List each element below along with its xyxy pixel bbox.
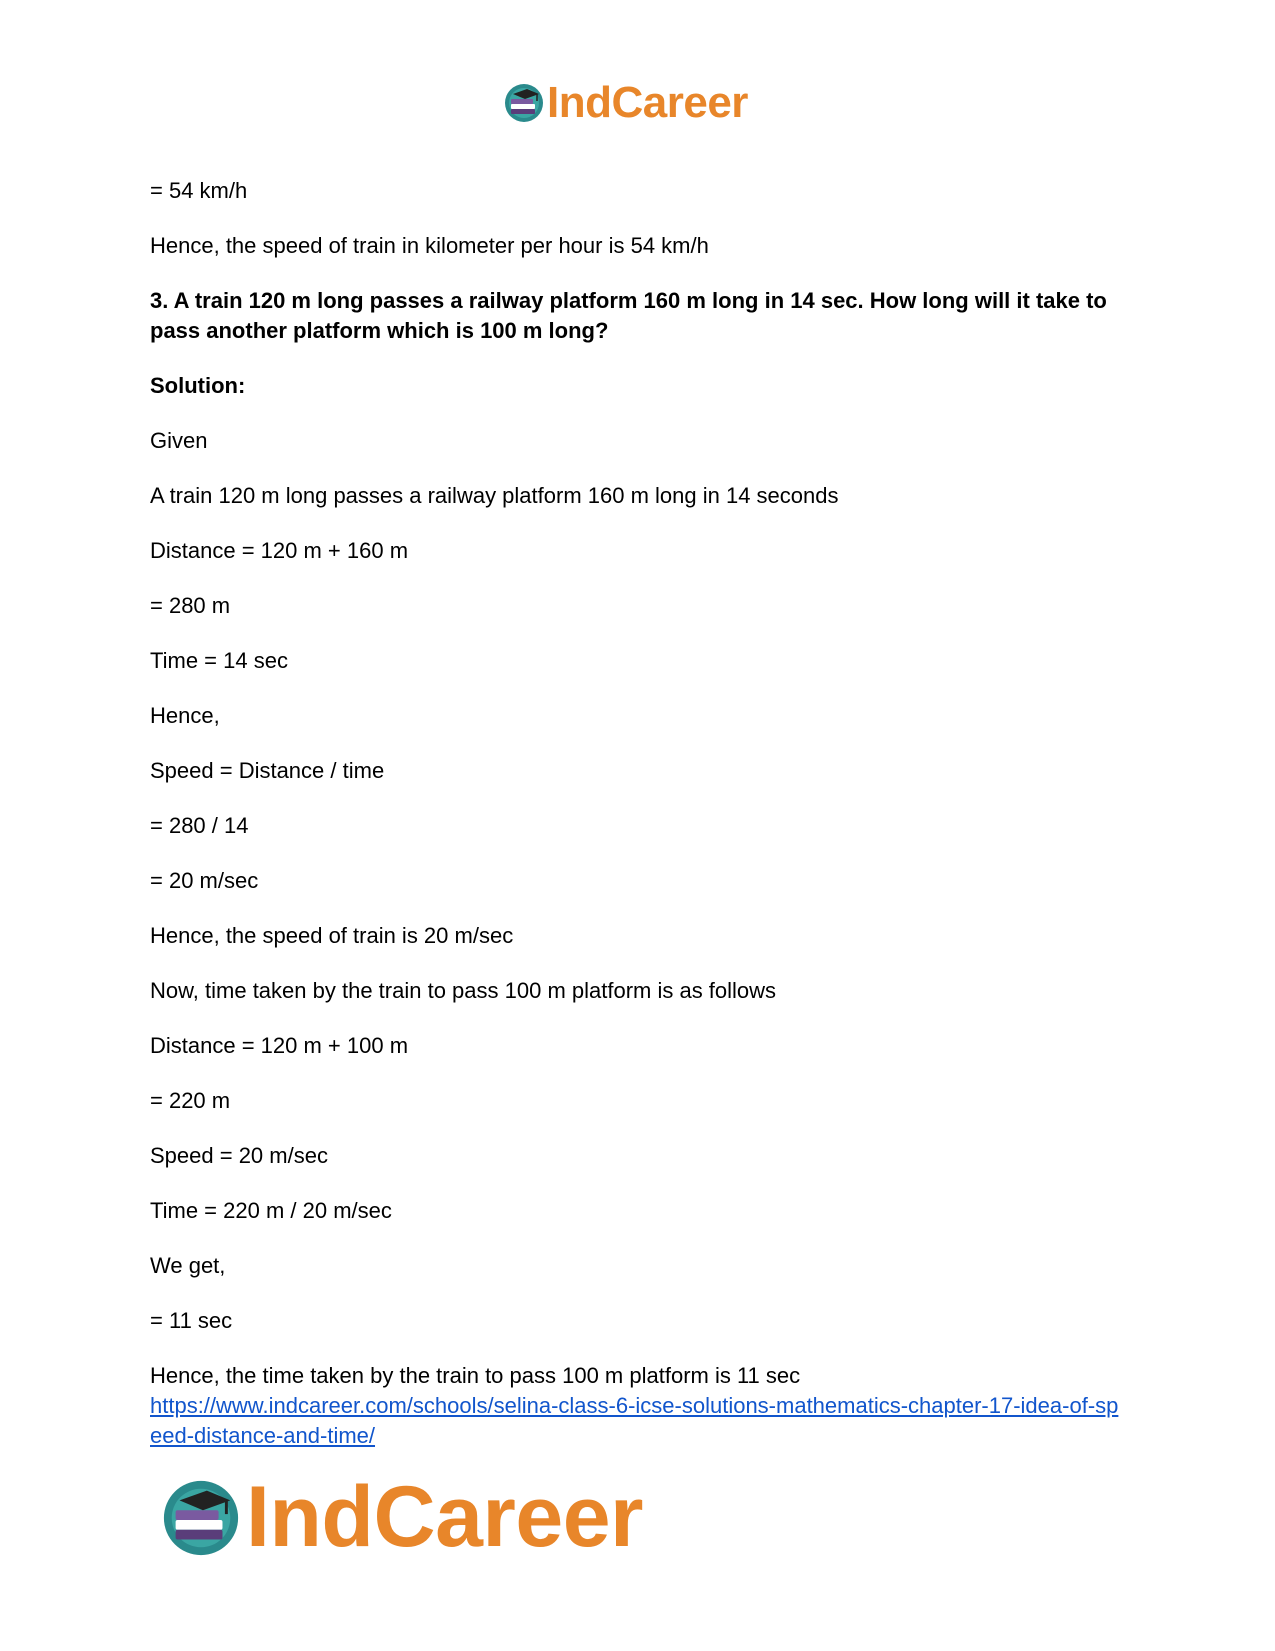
text-line: Speed = Distance / time	[150, 758, 385, 783]
final-answer-line: Hence, the time taken by the train to pass 100 m platform is 11 sec	[150, 1363, 801, 1388]
text-line: = 280 m	[150, 593, 231, 618]
solution-label: Solution:	[150, 373, 246, 398]
text-line: = 280 / 14	[150, 813, 249, 838]
text-line: = 220 m	[150, 1088, 231, 1113]
text-line: Now, time taken by the train to pass 100 m platform is as follows	[150, 978, 777, 1003]
text-line: = 20 m/sec	[150, 868, 259, 893]
footer-logo	[160, 1468, 643, 1567]
text-line: We get,	[150, 1253, 226, 1278]
text-line: = 54 km/h	[150, 178, 248, 203]
text-line: Speed = 20 m/sec	[150, 1143, 328, 1168]
text-line: A train 120 m long passes a railway platform 160 m long in 14 seconds	[150, 483, 839, 508]
logo-text: IndCareer	[246, 1469, 643, 1565]
text-line: Hence, the speed of train is 20 m/sec	[150, 923, 514, 948]
text-line: Time = 220 m / 20 m/sec	[150, 1198, 392, 1223]
text-line: Given	[150, 428, 208, 453]
text-line: Distance = 120 m + 160 m	[150, 538, 409, 563]
text-line: Hence, the speed of train in kilometer per hour is 54 km/h	[150, 233, 709, 258]
text-line: Time = 14 sec	[150, 648, 288, 673]
logo-text: IndCareer	[547, 78, 748, 127]
graduation-book-icon	[503, 82, 545, 124]
text-line: Distance = 120 m + 100 m	[150, 1033, 409, 1058]
graduation-book-icon	[160, 1477, 242, 1559]
text-line: Hence,	[150, 703, 220, 728]
document-body	[150, 176, 1130, 1451]
text-line: = 11 sec	[150, 1308, 233, 1333]
source-link[interactable]: https://www.indcareer.com/schools/selina-class-6-icse-solutions-mathematics-chapter-17-idea-of-speed-distance-and-time/	[150, 1393, 1119, 1448]
question-heading: 3. A train 120 m long passes a railway platform 160 m long in 14 sec. How long will it take to pass another platform which is 100 m long?	[150, 288, 1107, 343]
header-logo	[503, 78, 748, 128]
